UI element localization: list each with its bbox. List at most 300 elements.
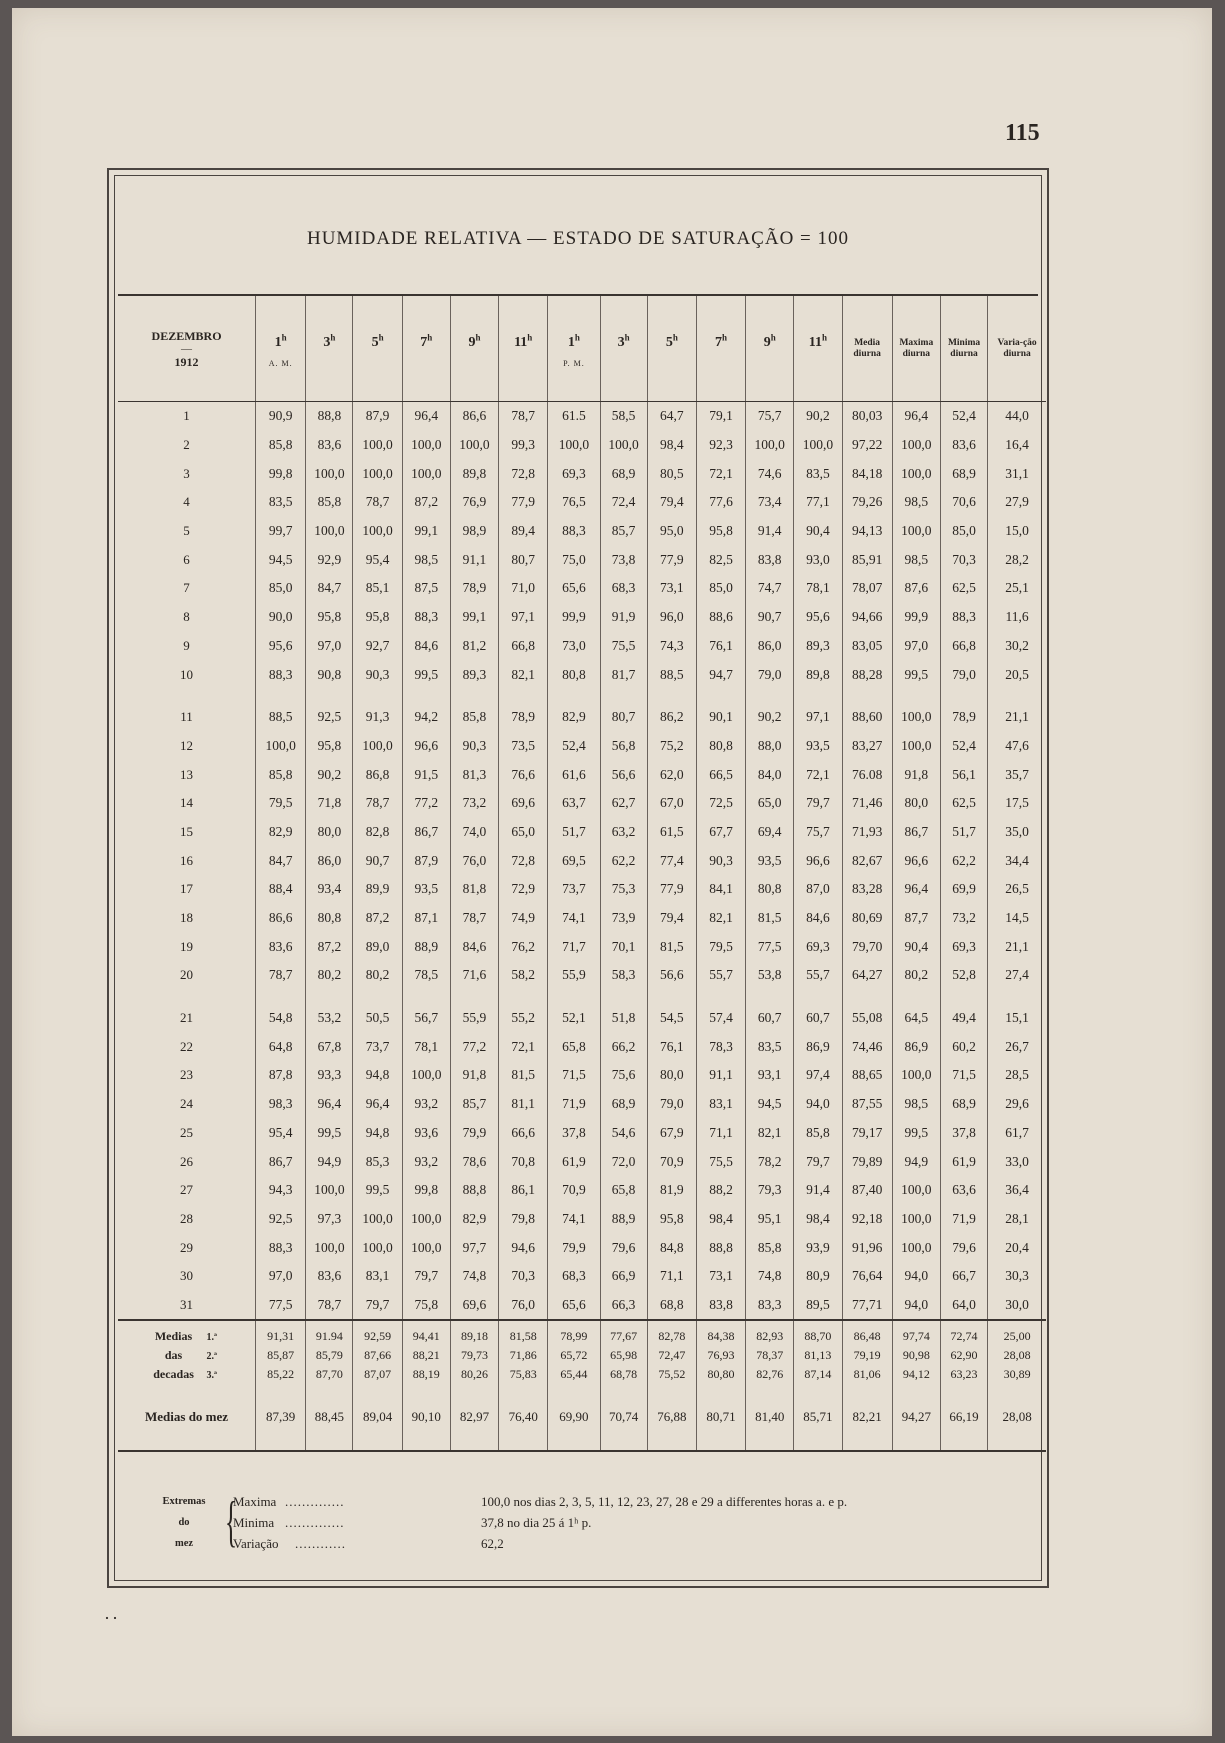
cell-value: 71,8 — [306, 789, 353, 818]
cell-value: 99,8 — [256, 459, 306, 488]
cell-value: 100,0 — [892, 732, 940, 761]
cell-value: 65,8 — [548, 1032, 600, 1061]
decade-value: 79,19 — [842, 1346, 892, 1365]
cell-value: 88,3 — [402, 603, 450, 632]
day-number: 17 — [180, 881, 194, 897]
cell-value: 99,5 — [353, 1176, 402, 1205]
day-number: 22 — [180, 1038, 194, 1054]
decade-value: 87,70 — [306, 1365, 353, 1384]
cell-value: 83,1 — [696, 1090, 745, 1119]
cell-value: 95,1 — [746, 1205, 794, 1234]
cell-value: 73,2 — [940, 904, 987, 933]
decade-value: 82,93 — [746, 1327, 794, 1346]
table-frame — [107, 168, 1049, 1588]
cell-value: 81,9 — [647, 1176, 696, 1205]
cell-value: 90,4 — [794, 517, 842, 546]
decade-value: 88,21 — [402, 1346, 450, 1365]
cell-value: 87,55 — [842, 1090, 892, 1119]
cell-value: 37,8 — [548, 1119, 600, 1148]
cell-value: 92,3 — [696, 431, 745, 460]
cell-value: 98,5 — [892, 1090, 940, 1119]
cell-value: 86,6 — [256, 904, 306, 933]
cell-value: 30,3 — [988, 1262, 1046, 1291]
cell-value: 52,8 — [940, 961, 987, 990]
day-number: 7 — [183, 580, 190, 596]
cell-value: 65,0 — [746, 789, 794, 818]
table-row — [118, 1032, 1046, 1061]
cell-value: 89,8 — [450, 459, 498, 488]
cell-value: 86,9 — [794, 1032, 842, 1061]
cell-value: 100,0 — [256, 732, 306, 761]
hour-header: 5$^h$ — [353, 296, 402, 402]
day-number: 12 — [180, 737, 194, 753]
cell-value: 100,0 — [353, 732, 402, 761]
cell-value: 100,0 — [794, 431, 842, 460]
cell-value: 89,0 — [353, 932, 402, 961]
hour-header: 3$^h$ — [306, 296, 353, 402]
cell-value: 52,1 — [548, 1004, 600, 1033]
cell-value: 90,1 — [696, 703, 745, 732]
cell-value: 76,0 — [499, 1291, 548, 1321]
day-number: 25 — [180, 1124, 194, 1140]
cell-value: 72,8 — [499, 459, 548, 488]
cell-value: 77,71 — [842, 1291, 892, 1321]
cell-value: 75,8 — [402, 1291, 450, 1321]
cell-value: 100,0 — [402, 431, 450, 460]
cell-value: 95,8 — [353, 603, 402, 632]
day-number: 26 — [180, 1153, 194, 1169]
cell-value: 85,7 — [600, 517, 647, 546]
month-mean-value: 90,10 — [402, 1384, 450, 1451]
day-number: 9 — [183, 637, 190, 653]
cell-value: 98,9 — [450, 517, 498, 546]
month-mean-value: 70,74 — [600, 1384, 647, 1451]
cell-value: 85,0 — [940, 517, 987, 546]
cell-value: 80,0 — [892, 789, 940, 818]
cell-value: 75,7 — [794, 818, 842, 847]
cell-value: 78,7 — [256, 961, 306, 990]
cell-value: 77,5 — [256, 1291, 306, 1321]
end-rule — [118, 1451, 1046, 1452]
day-number: 18 — [180, 910, 194, 926]
cell-value: 61,6 — [548, 760, 600, 789]
month-mean-value: 88,45 — [306, 1384, 353, 1451]
cell-value: 96,6 — [892, 846, 940, 875]
cell-value: 100,0 — [353, 1233, 402, 1262]
cell-value: 90,2 — [746, 703, 794, 732]
cell-value: 62,2 — [600, 846, 647, 875]
cell-value: 73,8 — [600, 545, 647, 574]
cell-value: 87,8 — [256, 1061, 306, 1090]
cell-value: 73,4 — [746, 488, 794, 517]
cell-value: 75,5 — [696, 1147, 745, 1176]
cell-value: 81,5 — [499, 1061, 548, 1090]
cell-value: 85,8 — [306, 488, 353, 517]
decade-value: 81,06 — [842, 1365, 892, 1384]
cell-value: 88,8 — [696, 1233, 745, 1262]
cell-value: 77,4 — [647, 846, 696, 875]
cell-value: 68,9 — [600, 459, 647, 488]
cell-value: 89,5 — [794, 1291, 842, 1321]
cell-value: 100,0 — [306, 1176, 353, 1205]
cell-value: 93,0 — [794, 545, 842, 574]
month-means-row — [118, 1384, 1046, 1451]
cell-value: 86,8 — [353, 760, 402, 789]
decade-gap — [118, 990, 1046, 1004]
cell-value: 97,22 — [842, 431, 892, 460]
cell-value: 35,0 — [988, 818, 1046, 847]
cell-value: 76.08 — [842, 760, 892, 789]
month-mean-value: 28,08 — [988, 1384, 1046, 1451]
cell-value: 26,5 — [988, 875, 1046, 904]
cell-value: 69,6 — [450, 1291, 498, 1321]
cell-value: 80,2 — [306, 961, 353, 990]
cell-value: 99,1 — [402, 517, 450, 546]
cell-value: 58,5 — [600, 402, 647, 431]
decade-caption: Medias — [154, 1329, 193, 1344]
hour-header: 7$^h$ — [696, 296, 745, 402]
decade-value: 90,98 — [892, 1346, 940, 1365]
cell-value: 82,67 — [842, 846, 892, 875]
cell-value: 95,8 — [306, 732, 353, 761]
month-mean-value: 94,27 — [892, 1384, 940, 1451]
cell-value: 61.5 — [548, 402, 600, 431]
cell-value: 21,1 — [988, 703, 1046, 732]
cell-value: 66,6 — [499, 1119, 548, 1148]
cell-value: 94,9 — [306, 1147, 353, 1176]
cell-value: 78,3 — [696, 1032, 745, 1061]
cell-value: 86,6 — [450, 402, 498, 431]
cell-value: 88,4 — [256, 875, 306, 904]
cell-value: 88,3 — [940, 603, 987, 632]
month-mean-value: 66,19 — [940, 1384, 987, 1451]
decade-caption: das — [164, 1348, 183, 1363]
cell-value: 86,7 — [892, 818, 940, 847]
cell-value: 53,8 — [746, 961, 794, 990]
cell-value: 85,1 — [353, 574, 402, 603]
cell-value: 89,4 — [499, 517, 548, 546]
decade-value: 97,74 — [892, 1327, 940, 1346]
cell-value: 100,0 — [306, 1233, 353, 1262]
cell-value: 71,7 — [548, 932, 600, 961]
month-mean-value: 85,71 — [794, 1384, 842, 1451]
cell-value: 80,0 — [306, 818, 353, 847]
cell-value: 28,2 — [988, 545, 1046, 574]
cell-value: 94,5 — [256, 545, 306, 574]
decade-value: 94,12 — [892, 1365, 940, 1384]
decade-value: 62,90 — [940, 1346, 987, 1365]
cell-value: 100,0 — [402, 1061, 450, 1090]
cell-value: 78,7 — [353, 789, 402, 818]
cell-value: 87,1 — [402, 904, 450, 933]
cell-value: 96,4 — [306, 1090, 353, 1119]
cell-value: 71,0 — [499, 574, 548, 603]
cell-value: 88,28 — [842, 660, 892, 689]
table-row — [118, 574, 1046, 603]
decade-value: 87,66 — [353, 1346, 402, 1365]
cell-value: 83,05 — [842, 632, 892, 661]
cell-value: 87,6 — [892, 574, 940, 603]
cell-value: 81,2 — [450, 632, 498, 661]
cell-value: 79,9 — [450, 1119, 498, 1148]
cell-value: 79,0 — [746, 660, 794, 689]
cell-value: 90,8 — [306, 660, 353, 689]
cell-value: 84,6 — [450, 932, 498, 961]
cell-value: 87,9 — [402, 846, 450, 875]
cell-value: 51,7 — [548, 818, 600, 847]
cell-value: 99,5 — [892, 660, 940, 689]
cell-value: 70,9 — [548, 1176, 600, 1205]
cell-value: 95,4 — [353, 545, 402, 574]
hour-header: 9$^h$ — [450, 296, 498, 402]
decade-value: 82,76 — [746, 1365, 794, 1384]
brace: { — [225, 1491, 238, 1553]
decade-value: 88,70 — [794, 1327, 842, 1346]
table-row — [118, 431, 1046, 460]
cell-value: 72,1 — [696, 459, 745, 488]
cell-value: 99,5 — [402, 660, 450, 689]
cell-value: 94,5 — [746, 1090, 794, 1119]
cell-value: 75,0 — [548, 545, 600, 574]
day-number: 5 — [183, 523, 190, 539]
document-page — [12, 8, 1212, 1736]
cell-value: 90,3 — [450, 732, 498, 761]
day-number: 8 — [183, 609, 190, 625]
decade-value: 65,98 — [600, 1346, 647, 1365]
cell-value: 71,93 — [842, 818, 892, 847]
cell-value: 100,0 — [353, 459, 402, 488]
cell-value: 94,66 — [842, 603, 892, 632]
cell-value: 85,3 — [353, 1147, 402, 1176]
extreme-maxima: Maxima .............. 100,0 nos dias 2, 3, 5, 11, 12, 23, 27, 28 e 29 a differentes horas a. e p. — [233, 1494, 848, 1509]
cell-value: 30,0 — [988, 1291, 1046, 1321]
decade-label — [118, 1346, 256, 1365]
hour-header: 1$^h$ P. M. — [548, 296, 600, 402]
day-number: 21 — [180, 1010, 194, 1026]
table-row — [118, 1262, 1046, 1291]
cell-value: 78,2 — [746, 1147, 794, 1176]
cell-value: 80,7 — [499, 545, 548, 574]
cell-value: 90,2 — [794, 402, 842, 431]
cell-value: 88,3 — [256, 660, 306, 689]
cell-value: 72,5 — [696, 789, 745, 818]
cell-value: 91,9 — [600, 603, 647, 632]
cell-value: 82,9 — [450, 1205, 498, 1234]
cell-value: 94,7 — [696, 660, 745, 689]
cell-value: 56,7 — [402, 1004, 450, 1033]
cell-value: 58,2 — [499, 961, 548, 990]
cell-value: 71,9 — [940, 1205, 987, 1234]
day-number: 1 — [183, 408, 190, 424]
cell-value: 84,6 — [794, 904, 842, 933]
decade-value: 78,37 — [746, 1346, 794, 1365]
cell-value: 64,27 — [842, 961, 892, 990]
cell-value: 82,9 — [256, 818, 306, 847]
day-number: 13 — [180, 766, 194, 782]
cell-value: 86,9 — [892, 1032, 940, 1061]
extreme-minima: Minima .............. 37,8 no dia 25 á 1ʰ p. — [233, 1515, 592, 1530]
cell-value: 79,6 — [940, 1233, 987, 1262]
cell-value: 52,4 — [548, 732, 600, 761]
table-row — [118, 1004, 1046, 1033]
cell-value: 75,7 — [746, 402, 794, 431]
cell-value: 92,5 — [256, 1205, 306, 1234]
table-body — [118, 402, 1046, 1453]
table-row — [118, 1205, 1046, 1234]
decade-value: 75,83 — [499, 1365, 548, 1384]
cell-value: 97,0 — [892, 632, 940, 661]
extremes-rows — [233, 1491, 953, 1554]
cell-value: 80,69 — [842, 904, 892, 933]
cell-value: 49,4 — [940, 1004, 987, 1033]
cell-value: 81,7 — [600, 660, 647, 689]
cell-value: 97,1 — [499, 603, 548, 632]
decade-gap — [118, 689, 1046, 703]
decade-number: 2.ª — [206, 1351, 218, 1363]
cell-value: 65,8 — [600, 1176, 647, 1205]
cell-value: 55,7 — [794, 961, 842, 990]
decade-value: 78,99 — [548, 1327, 600, 1346]
table-row — [118, 789, 1046, 818]
cell-value: 99,5 — [306, 1119, 353, 1148]
cell-value: 84,7 — [256, 846, 306, 875]
cell-value: 91,5 — [402, 760, 450, 789]
cell-value: 73,7 — [548, 875, 600, 904]
table-row — [118, 961, 1046, 990]
cell-value: 97,0 — [256, 1262, 306, 1291]
table-row — [118, 1061, 1046, 1090]
decade-value: 82,78 — [647, 1327, 696, 1346]
cell-value: 85,91 — [842, 545, 892, 574]
day-number: 10 — [180, 666, 194, 682]
cell-value: 88,8 — [450, 1176, 498, 1205]
month-mean-value: 76,88 — [647, 1384, 696, 1451]
cell-value: 85,0 — [256, 574, 306, 603]
cell-value: 76,5 — [548, 488, 600, 517]
cell-value: 84,6 — [402, 632, 450, 661]
cell-value: 82,9 — [548, 703, 600, 732]
month-mean-value: 82,97 — [450, 1384, 498, 1451]
cell-value: 64,7 — [647, 402, 696, 431]
decade-value: 65,72 — [548, 1346, 600, 1365]
decade-value: 68,78 — [600, 1365, 647, 1384]
hour-header: 11$^h$ — [794, 296, 842, 402]
cell-value: 62,5 — [940, 574, 987, 603]
decade-value: 25,00 — [988, 1327, 1046, 1346]
cell-value: 86,0 — [306, 846, 353, 875]
cell-value: 63,7 — [548, 789, 600, 818]
cell-value: 94,9 — [892, 1147, 940, 1176]
cell-value: 80,8 — [306, 904, 353, 933]
cell-value: 77,6 — [696, 488, 745, 517]
cell-value: 92,7 — [353, 632, 402, 661]
cell-value: 99,8 — [402, 1176, 450, 1205]
table-row — [118, 818, 1046, 847]
cell-value: 96,0 — [647, 603, 696, 632]
cell-value: 77,9 — [647, 875, 696, 904]
cell-value: 71,5 — [940, 1061, 987, 1090]
decade-value: 72,47 — [647, 1346, 696, 1365]
cell-value: 96,4 — [892, 875, 940, 904]
table-row — [118, 402, 1046, 431]
cell-value: 96,6 — [402, 732, 450, 761]
table-row — [118, 1147, 1046, 1176]
decade-value: 92,59 — [353, 1327, 402, 1346]
cell-value: 28,5 — [988, 1061, 1046, 1090]
day-number: 11 — [180, 709, 193, 725]
cell-value: 56,6 — [647, 961, 696, 990]
cell-value: 89,3 — [794, 632, 842, 661]
cell-value: 71,1 — [696, 1119, 745, 1148]
decade-value: 94,41 — [402, 1327, 450, 1346]
cell-value: 55,08 — [842, 1004, 892, 1033]
cell-value: 99,9 — [892, 603, 940, 632]
cell-value: 91,1 — [450, 545, 498, 574]
cell-value: 91,4 — [794, 1176, 842, 1205]
day-number: 27 — [180, 1182, 194, 1198]
cell-value: 87,9 — [353, 402, 402, 431]
cell-value: 100,0 — [548, 431, 600, 460]
month-header — [118, 296, 256, 402]
cell-value: 90,3 — [696, 846, 745, 875]
cell-value: 76,9 — [450, 488, 498, 517]
cell-value: 58,3 — [600, 961, 647, 990]
cell-value: 99,9 — [548, 603, 600, 632]
cell-value: 79,9 — [548, 1233, 600, 1262]
cell-value: 83,3 — [746, 1291, 794, 1321]
cell-value: 85,7 — [450, 1090, 498, 1119]
table-row — [118, 603, 1046, 632]
table-row — [118, 1291, 1046, 1321]
month-mean-value: 69,90 — [548, 1384, 600, 1451]
cell-value: 17,5 — [988, 789, 1046, 818]
cell-value: 78,07 — [842, 574, 892, 603]
cell-value: 70,1 — [600, 932, 647, 961]
cell-value: 61,7 — [988, 1119, 1046, 1148]
cell-value: 74,3 — [647, 632, 696, 661]
cell-value: 80,2 — [353, 961, 402, 990]
cell-value: 68,3 — [548, 1262, 600, 1291]
table-row — [118, 660, 1046, 689]
table-row — [118, 1233, 1046, 1262]
day-number: 30 — [180, 1268, 194, 1284]
cell-value: 67,8 — [306, 1032, 353, 1061]
cell-value: 63,6 — [940, 1176, 987, 1205]
cell-value: 80,03 — [842, 402, 892, 431]
cell-value: 60,2 — [940, 1032, 987, 1061]
cell-value: 33,0 — [988, 1147, 1046, 1176]
cell-value: 87,0 — [794, 875, 842, 904]
cell-value: 61,5 — [647, 818, 696, 847]
cell-value: 68,9 — [940, 1090, 987, 1119]
cell-value: 88,65 — [842, 1061, 892, 1090]
decade-value: 76,93 — [696, 1346, 745, 1365]
cell-value: 78,9 — [450, 574, 498, 603]
cell-value: 86,2 — [647, 703, 696, 732]
day-number: 14 — [180, 795, 194, 811]
cell-value: 95,6 — [794, 603, 842, 632]
cell-value: 90,0 — [256, 603, 306, 632]
cell-value: 84,0 — [746, 760, 794, 789]
cell-value: 87,40 — [842, 1176, 892, 1205]
cell-value: 64,0 — [940, 1291, 987, 1321]
cell-value: 100,0 — [892, 517, 940, 546]
cell-value: 93,9 — [794, 1233, 842, 1262]
decade-value: 75,52 — [647, 1365, 696, 1384]
cell-value: 79,89 — [842, 1147, 892, 1176]
cell-value: 74,8 — [450, 1262, 498, 1291]
cell-value: 76,6 — [499, 760, 548, 789]
